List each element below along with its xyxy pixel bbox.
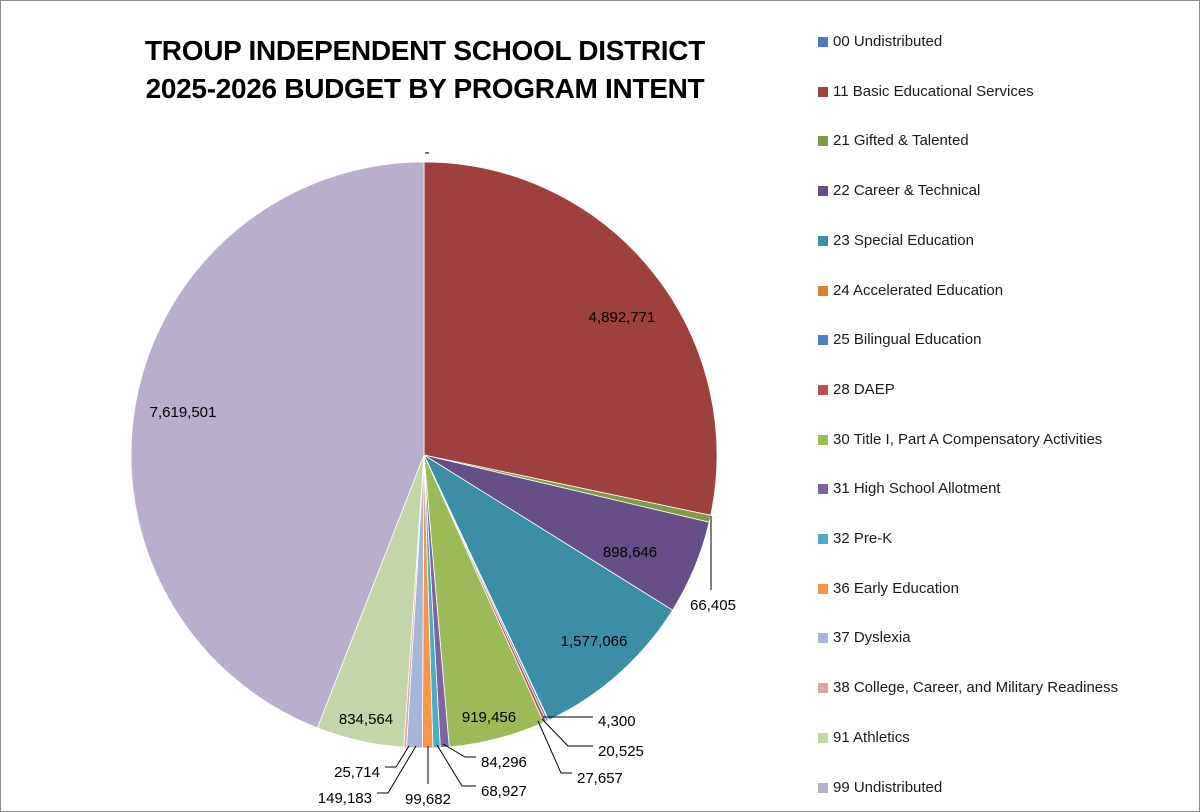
leader-line-25-bilingual-education — [542, 719, 593, 746]
legend-swatch-00-undistributed — [818, 37, 828, 47]
legend-label-23-special-education: 23 Special Education — [833, 231, 974, 249]
data-label-24-accelerated-education: 4,300 — [598, 712, 636, 730]
chart-title-line-1: TROUP INDEPENDENT SCHOOL DISTRICT — [145, 35, 705, 66]
data-label-22-career-and-technical: 898,646 — [602, 543, 658, 561]
data-label-30-title-i-part-a-compensatory-activities: 919,456 — [461, 708, 517, 726]
data-label-21-gifted-and-talented: 66,405 — [690, 596, 736, 614]
data-label-28-daep: 27,657 — [577, 769, 623, 787]
legend-label-32-pre-k: 32 Pre-K — [833, 530, 893, 547]
legend-label-91-athletics: 91 Athletics — [833, 728, 910, 746]
data-label-31-high-school-allotment: 84,296 — [481, 753, 527, 771]
data-label-91-athletics: 834,564 — [338, 710, 394, 728]
legend-swatch-30-title-i-part-a-compensatory-activities — [818, 435, 828, 445]
legend-label-21-gifted-and-talented: 21 Gifted & Talented — [833, 132, 969, 150]
leader-line-37-dyslexia — [377, 746, 416, 793]
legend-swatch-37-dyslexia — [818, 633, 828, 643]
legend-label-11-basic-educational-services: 11 Basic Educational Services — [833, 82, 1034, 100]
legend-label-25-bilingual-education: 25 Bilingual Education — [833, 331, 982, 349]
legend-swatch-91-athletics — [818, 733, 828, 743]
legend-label-36-early-education: 36 Early Education — [833, 579, 959, 597]
legend-label-30-title-i-part-a-compensatory-activities: 30 Title I, Part A Compensatory Activities — [833, 430, 1103, 448]
data-label-36-early-education: 99,682 — [405, 790, 451, 808]
legend-swatch-36-early-education — [818, 584, 828, 594]
data-label-00-undistributed: - — [424, 143, 430, 161]
legend-label-00-undistributed: 00 Undistributed — [833, 33, 943, 50]
legend-swatch-28-daep — [818, 385, 828, 395]
leader-line-28-daep — [538, 721, 572, 773]
legend-swatch-23-special-education — [818, 236, 828, 246]
data-label-25-bilingual-education: 20,525 — [598, 742, 644, 760]
data-label-99-undistributed: 7,619,501 — [149, 403, 217, 421]
legend-swatch-21-gifted-and-talented — [818, 136, 828, 146]
legend-swatch-11-basic-educational-services — [818, 87, 828, 97]
data-label-37-dyslexia: 149,183 — [317, 789, 372, 807]
legend-swatch-31-high-school-allotment — [818, 484, 828, 494]
legend-label-24-accelerated-education: 24 Accelerated Education — [833, 281, 1004, 299]
legend-label-99-undistributed: 99 Undistributed — [833, 778, 943, 796]
data-label-11-basic-educational-services: 4,892,771 — [588, 308, 656, 326]
leader-line-32-pre-k — [437, 745, 476, 786]
legend-swatch-99-undistributed — [818, 783, 828, 793]
legend-swatch-25-bilingual-education — [818, 335, 828, 345]
legend-swatch-38-college-career-and-military-readiness — [818, 683, 828, 693]
data-label-23-special-education: 1,577,066 — [560, 632, 628, 650]
legend-swatch-22-career-and-technical — [818, 186, 828, 196]
slice-11-basic-educational-services — [424, 162, 717, 515]
legend-label-37-dyslexia: 37 Dyslexia — [833, 629, 911, 647]
chart-title-line-2: 2025-2026 BUDGET BY PROGRAM INTENT — [145, 73, 705, 104]
legend-swatch-32-pre-k — [818, 534, 828, 544]
legend-label-28-daep: 28 DAEP — [833, 380, 895, 398]
data-label-38-college-career-and-military-readiness: 25,714 — [334, 763, 380, 781]
legend-label-31-high-school-allotment: 31 High School Allotment — [833, 480, 1001, 498]
data-label-32-pre-k: 68,927 — [481, 782, 527, 800]
legend-label-38-college-career-and-military-readiness: 38 College, Career, and Military Readiness — [833, 679, 1119, 697]
legend-swatch-24-accelerated-education — [818, 286, 828, 296]
legend-label-22-career-and-technical: 22 Career & Technical — [833, 182, 981, 200]
